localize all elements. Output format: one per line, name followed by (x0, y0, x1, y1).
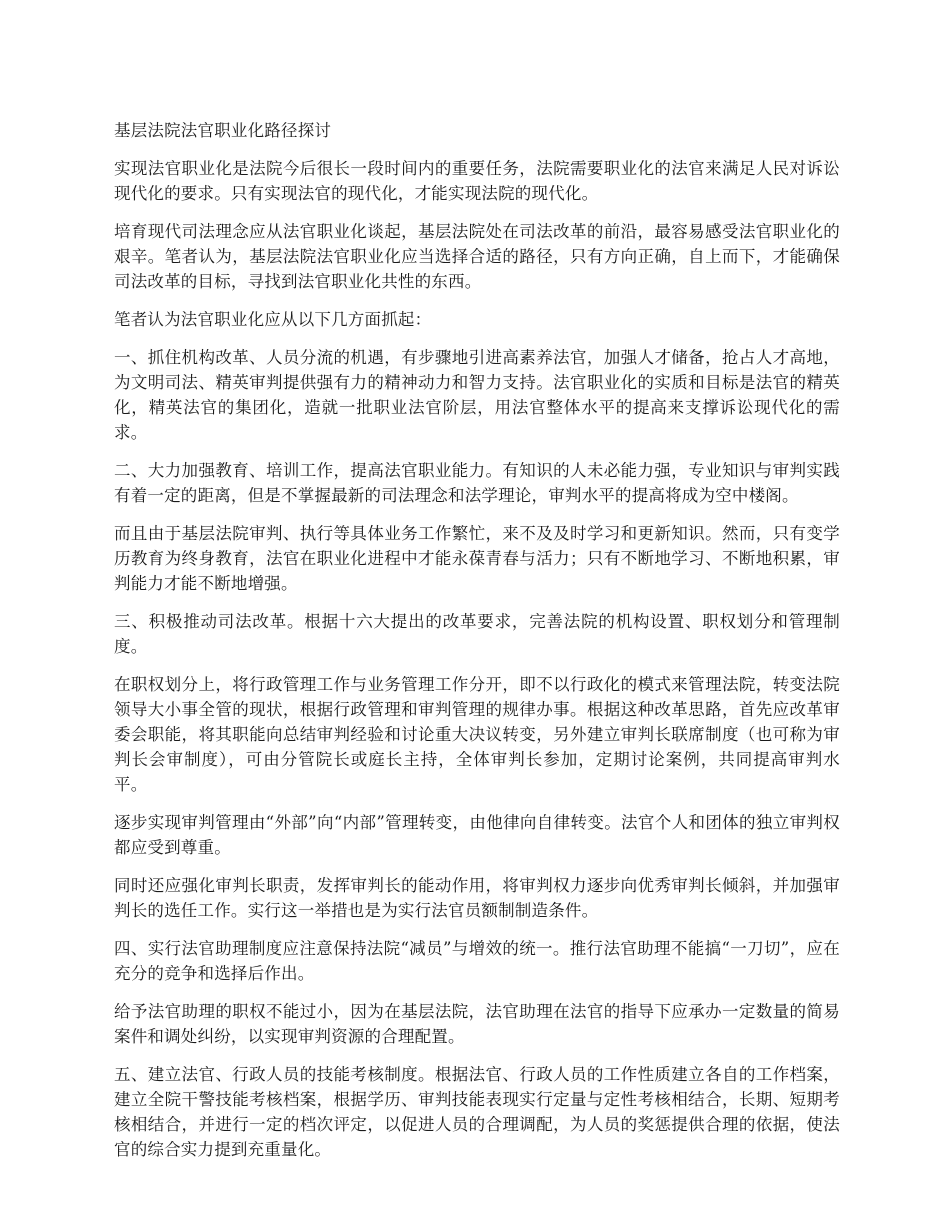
paragraph-point-1: 一、抓住机构改革、人员分流的机遇，有步骤地引进高素养法官，加强人才储备，抢占人才高地，为文明司法、精英审判提供强有力的精神动力和智力支持。法官职业化的实质和目标是法官的精英化，精英法官的集团化，造就一批职业法官阶层，用法官整体水平的提高来支撑诉讼现代化的需求。 (114, 348, 840, 442)
paragraph-point-2-detail: 而且由于基层法院审判、执行等具体业务工作繁忙，来不及及时学习和更新知识。然而，只有变学历教育为终身教育，法官在职业化进程中才能永葆青春与活力；只有不断地学习、不断地积累，审判能力才能不断地增强。 (114, 524, 840, 593)
document-page (114, 118, 840, 1175)
paragraph-point-3-management: 逐步实现审判管理由“外部”向“内部”管理转变，由他律向自律转变。法官个人和团体的独立审判权都应受到尊重。 (114, 813, 840, 857)
paragraph-point-3-detail: 在职权划分上，将行政管理工作与业务管理工作分开，即不以行政化的模式来管理法院，转变法院领导大小事全管的现状，根据行政管理和审判管理的规律办事。根据这种改革思路，首先应改革审委会职能，将其职能向总结审判经验和讨论重大决议转变，另外建立审判长联席制度（也可称为审判长会审制度），可由分管院长或庭长主持，全体审判长参加，定期讨论案例，共同提高审判水平。 (114, 675, 840, 794)
paragraph-point-4: 四、实行法官助理制度应注意保持法院“减员”与增效的统一。推行法官助理不能搞“一刀切”，应在充分的竞争和选择后作出。 (114, 939, 840, 983)
paragraph-point-3: 三、积极推动司法改革。根据十六大提出的改革要求，完善法院的机构设置、职权划分和管理制度。 (114, 612, 840, 656)
paragraph-intro: 实现法官职业化是法院今后很长一段时间内的重要任务，法院需要职业化的法官来满足人民对诉讼现代化的要求。只有实现法官的现代化，才能实现法院的现代化。 (114, 159, 840, 203)
paragraph-point-4-detail: 给予法官助理的职权不能过小，因为在基层法院，法官助理在法官的指导下应承办一定数量的简易案件和调处纠纷，以实现审判资源的合理配置。 (114, 1002, 840, 1046)
document-title: 基层法院法官职业化路径探讨 (114, 121, 332, 140)
paragraph-overview: 笔者认为法官职业化应从以下几方面抓起： (114, 310, 432, 329)
paragraph-point-5: 五、建立法官、行政人员的技能考核制度。根据法官、行政人员的工作性质建立各自的工作档案，建立全院干警技能考核档案，根据学历、审判技能表现实行定量与定性考核相结合，长期、短期考核相结合，并进行一定的档次评定，以促进人员的合理调配，为人员的奖惩提供合理的依据，使法官的综合实力提到充重量化。 (114, 1065, 840, 1159)
paragraph-background: 培育现代司法理念应从法官职业化谈起，基层法院处在司法改革的前沿，最容易感受法官职业化的艰辛。笔者认为，基层法院法官职业化应当选择合适的路径，只有方向正确，自上而下，才能确保司法改革的目标，寻找到法官职业化共性的东西。 (114, 222, 840, 291)
paragraph-point-3-presiding-judge: 同时还应强化审判长职责，发挥审判长的能动作用，将审判权力逐步向优秀审判长倾斜，并加强审判长的选任工作。实行这一举措也是为实行法官员额制制造条件。 (114, 876, 840, 920)
paragraph-point-2: 二、大力加强教育、培训工作，提高法官职业能力。有知识的人未必能力强，专业知识与审判实践有着一定的距离，但是不掌握最新的司法理念和法学理论，审判水平的提高将成为空中楼阁。 (114, 461, 840, 505)
